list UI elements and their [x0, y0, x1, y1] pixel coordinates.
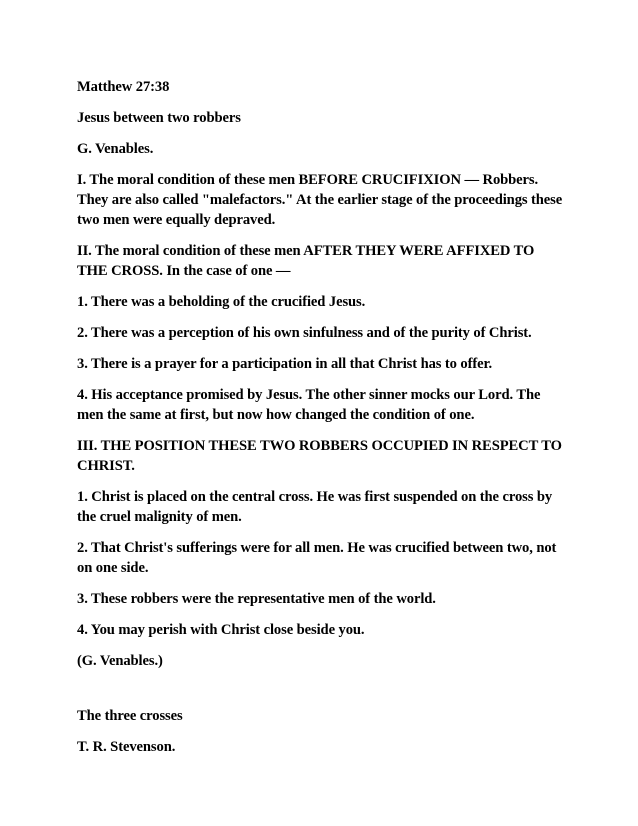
point-three-sub-3: 3. These robbers were the representative men of the world.: [77, 591, 436, 607]
point-two-sub-4: 4. His acceptance promised by Jesus. The other sinner mocks our Lord. The men the same at first, but now how changed the condition of one.: [77, 387, 541, 423]
scripture-reference: Matthew 27:38: [77, 79, 170, 95]
point-two-sub-2: 2. There was a perception of his own sinfulness and of the purity of Christ.: [77, 325, 532, 341]
point-three: III. THE POSITION THESE TWO ROBBERS OCCUPIED IN RESPECT TO CHRIST.: [77, 438, 562, 474]
point-two-sub-3: 3. There is a prayer for a participation in all that Christ has to offer.: [77, 356, 493, 372]
attribution: (G. Venables.): [77, 653, 163, 669]
point-two: II. The moral condition of these men AFTER THEY WERE AFFIXED TO THE CROSS. In the case of one —: [77, 243, 535, 279]
document-body: [77, 77, 567, 768]
point-three-sub-2: 2. That Christ's sufferings were for all men. He was crucified between two, not on one side.: [77, 540, 557, 576]
next-sermon-title: The three crosses: [77, 708, 183, 724]
sermon-title: Jesus between two robbers: [77, 110, 241, 126]
point-one: I. The moral condition of these men BEFORE CRUCIFIXION — Robbers. They are also called "malefactors." At the earlier stage of the proceedings these two men were equally depraved.: [77, 172, 563, 228]
next-sermon-author: T. R. Stevenson.: [77, 739, 176, 755]
point-two-sub-1: 1. There was a beholding of the crucified Jesus.: [77, 294, 366, 310]
point-three-sub-1: 1. Christ is placed on the central cross. He was first suspended on the cross by the cruel malignity of men.: [77, 489, 553, 525]
point-three-sub-4: 4. You may perish with Christ close beside you.: [77, 622, 365, 638]
sermon-author: G. Venables.: [77, 141, 154, 157]
